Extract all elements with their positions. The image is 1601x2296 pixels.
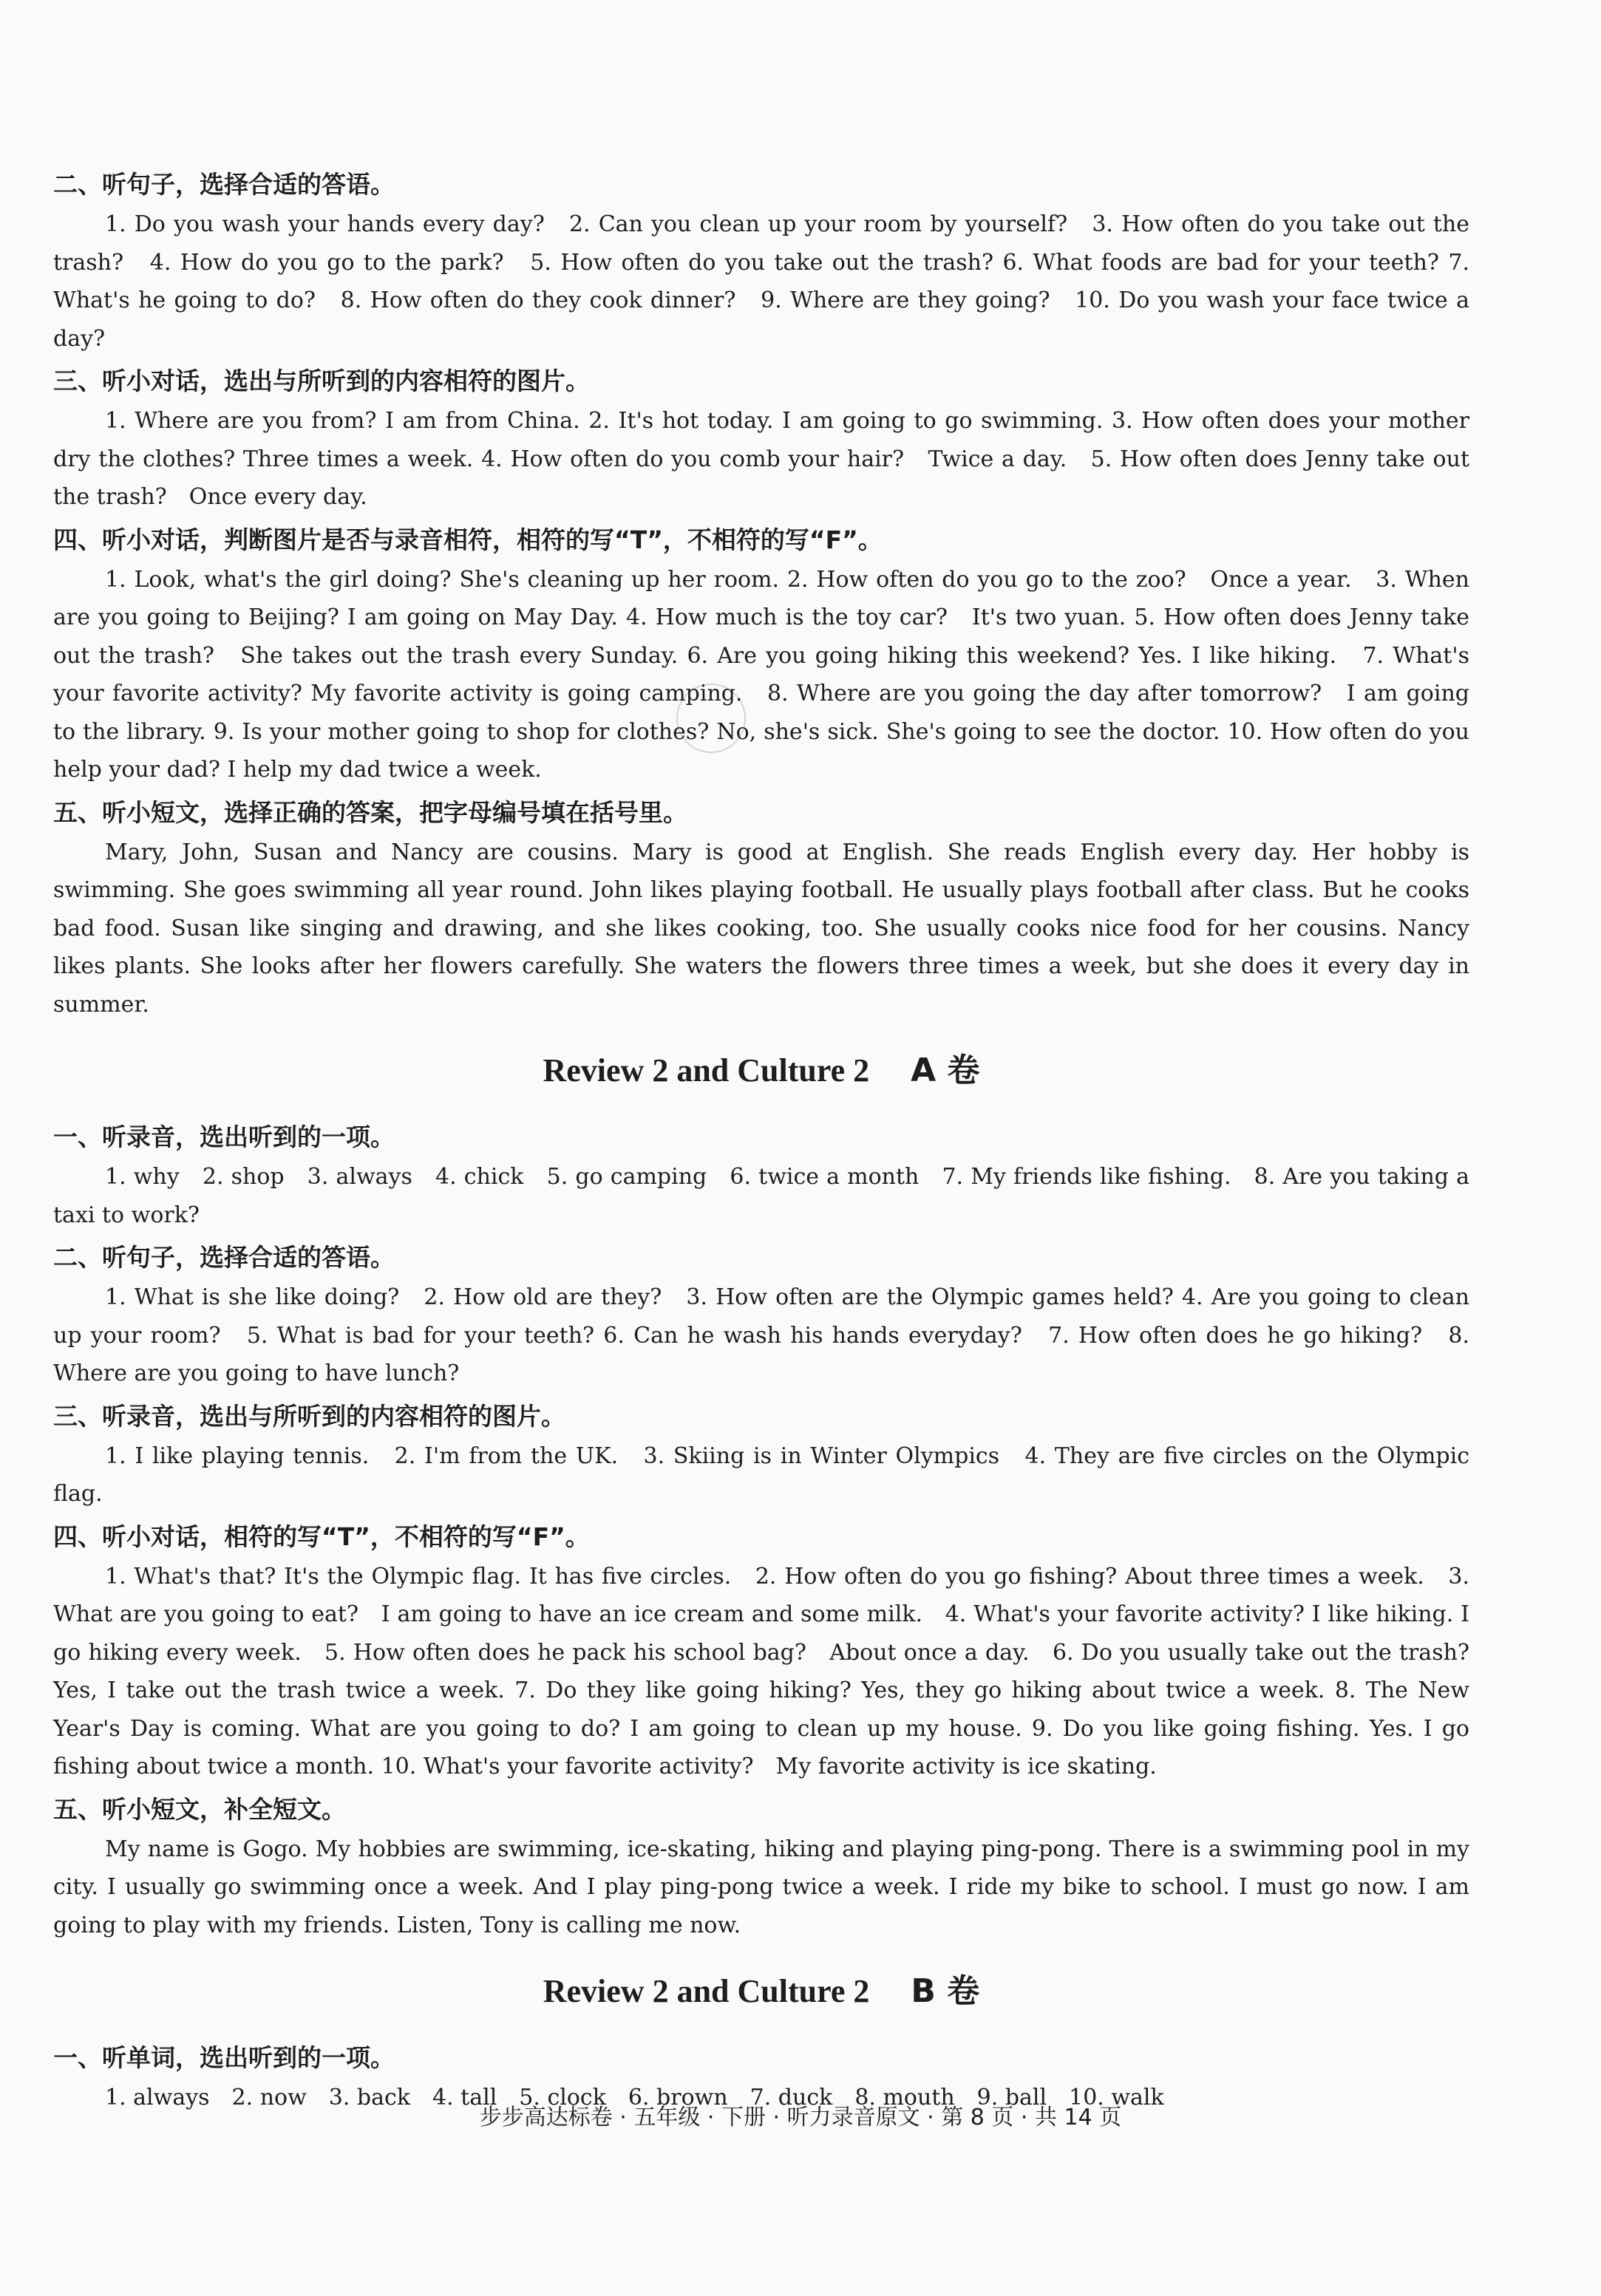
- review-a-title-text: Review 2 and Culture 2: [543, 1052, 870, 1089]
- section-heading: 二、听句子，选择合适的答语。: [53, 170, 395, 199]
- section-heading: 五、听小短文，补全短文。: [53, 1794, 346, 1824]
- section-text: 1. I like playing tennis. 2. I'm from the UK. 3. Skiing is in Winter Olympics 4. They are five circles on the Olympic flag.: [53, 1442, 1469, 1507]
- section-text: 1. Do you wash your hands every day? 2. Can you clean up your room by yourself? 3. How often do you take out the trash? 4. How do you go to the park? 5. How often do you take out the trash? 6. What foods are bad for your teeth? 7. What's he going to do? 8. How often do they cook dinner? 9. Where are they going? 10. Do you wash your face twice a day?: [53, 211, 1469, 352]
- section-text: 1. Look, what's the girl doing? She's cleaning up her room. 2. How often do you go to the zoo? Once a year. 3. When are you going to Beijing? I am going on May Day. 4. How much is the toy car? It's two yuan. 5. How often does Jenny take out the trash? She takes out the trash every Sunday. 6. Are you going hiking this weekend? Yes. I like hiking. 7. What's your favorite activity? My favorite activity is going camping. 8. Where are you going the day after tomorrow? I am going to the library. 9. Is your mother going to shop for clothes? No, she's sick. She's going to see the doctor. 10. How often do you help your dad? I help my dad twice a week.: [53, 566, 1469, 783]
- page-footer: 步步高达标卷 · 五年级 · 下册 · 听力录音原文 · 第 8 页 · 共 14 页: [479, 2105, 1122, 2130]
- review-a-tag: A 卷: [911, 1052, 980, 1089]
- section-text: 1. What's that? It's the Olympic flag. It has five circles. 2. How often do you go fishing? About three times a week. 3. What are you going to eat? I am going to have an ice cream and some milk. 4. What's your favorite activity? I like hiking. I go hiking every week. 5. How often does he pack his school bag? About once a day. 6. Do you usually take out the trash? Yes, I take out the trash twice a week. 7. Do they like going hiking? Yes, they go hiking about twice a week. 8. The New Year's Day is coming. What are you going to do? I am going to clean up my house. 9. Do you like going fishing. Yes. I go fishing about twice a month. 10. What's your favorite activity? My favorite activity is ice skating.: [53, 1563, 1492, 1779]
- section-heading: 五、听小短文，选择正确的答案，把字母编号填在括号里。: [53, 797, 687, 827]
- section-heading: 四、听小对话，相符的写“T”，不相符的写“F”。: [53, 1522, 590, 1551]
- section-heading: 三、听小对话，选出与所听到的内容相符的图片。: [53, 367, 590, 395]
- review-b-tag: B 卷: [911, 1972, 980, 2010]
- section-heading: 一、听单词，选出听到的一项。: [53, 2043, 395, 2072]
- section-text: My name is Gogo. My hobbies are swimming, ice-skating, hiking and playing ping-pong. There is a swimming pool in my city. I usually go swimming once a week. And I play ping-pong twice a week. I ride my bike to school. I must go now. I am going to play with my friends. Listen, Tony is calling me now.: [53, 1836, 1469, 1938]
- section-text: 1. why 2. shop 3. always 4. chick 5. go camping 6. twice a month 7. My friends like fishing. 8. Are you taking a taxi to work?: [53, 1164, 1469, 1228]
- section-heading: 一、听录音，选出听到的一项。: [53, 1123, 395, 1151]
- section-text: Mary, John, Susan and Nancy are cousins. Mary is good at English. She reads English every day. Her hobby is swimming. She goes swimming all year round. John likes playing football. He usually plays football after class. But he cooks bad food. Susan like singing and drawing, and she likes cooking, too. She usually cooks nice food for her cousins. Nancy likes plants. She looks after her flowers carefully. She waters the flowers three times a week, but she does it every day in summer.: [53, 839, 1469, 1018]
- section-text: 1. always 2. now 3. back 4. tall 5. clock 6. brown 7. duck 8. mouth 9. ball 10. walk: [105, 2085, 1164, 2111]
- review-a-title: [53, 1049, 1469, 1093]
- review-b-title-text: Review 2 and Culture 2: [543, 1973, 870, 2009]
- section-text: 1. Where are you from? I am from China. 2. It's hot today. I am going to go swimming. 3. How often does your mother dry the clothes? Three times a week. 4. How often do you comb your hair? Twice a day. 5. How often does Jenny take out the trash? Once every day.: [53, 408, 1469, 510]
- section-text: 1. What is she like doing? 2. How old are they? 3. How often are the Olympic games held? 4. Are you going to clean up your room? 5. What is bad for your teeth? 6. Can he wash his hands everyday? 7. How often does he go hiking? 8. Where are you going to have lunch?: [53, 1284, 1469, 1386]
- section-heading: 四、听小对话，判断图片是否与录音相符，相符的写“T”，不相符的写“F”。: [53, 525, 883, 554]
- review-b-title: [53, 1969, 1469, 2014]
- section-heading: 三、听录音，选出与所听到的内容相符的图片。: [53, 1401, 565, 1431]
- section-heading: 二、听句子，选择合适的答语。: [53, 1243, 395, 1272]
- page-content: [53, 161, 1492, 2117]
